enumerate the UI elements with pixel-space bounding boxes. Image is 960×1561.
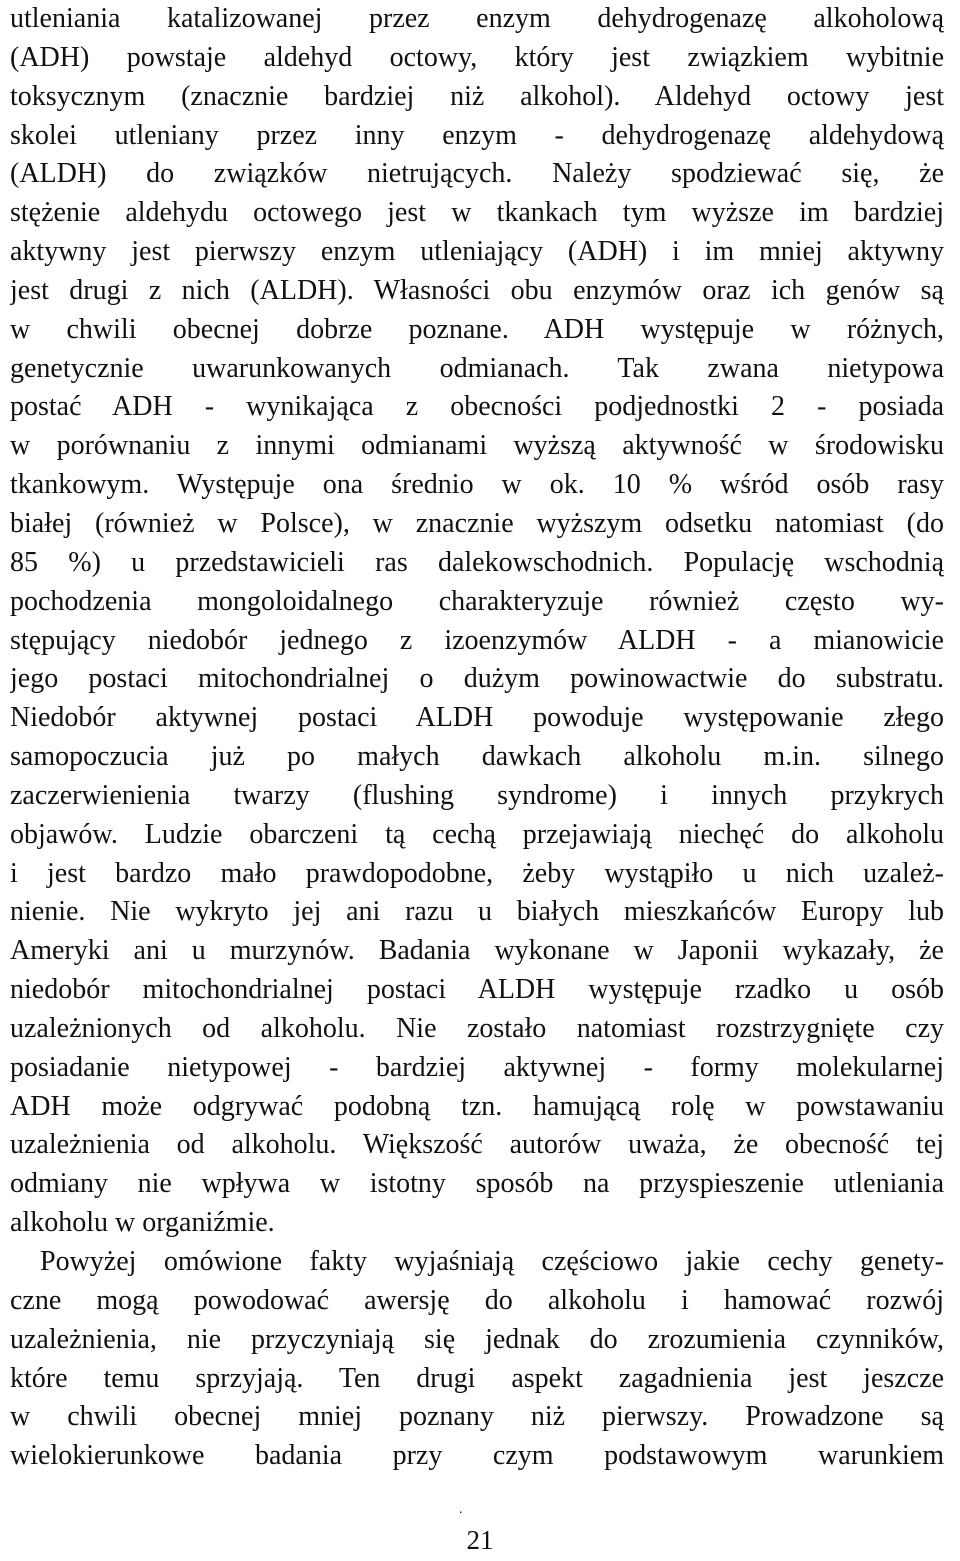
text-line-2: (ADH) powstaje aldehyd octowy, który jest związkiem wybitnie [10,41,944,73]
text-line-28: posiadanie nietypowej - bardziej aktywnej - formy molekularnej [10,1051,944,1083]
text-line-20: samopoczucia już po małych dawkach alkoholu m.in. silnego [10,741,944,773]
text-line-12: w porównaniu z innymi odmianami wyższą aktywność w środowisku [10,430,944,462]
text-line-27: uzależnionych od alkoholu. Nie zostało natomiast rozstrzygnięte czy [10,1012,944,1044]
text-line-30: uzależnienia od alkoholu. Większość autorów uważa, że obecność tej [10,1129,944,1161]
text-line-37: w chwili obecnej mniej poznany niż pierwszy. Prowadzone są [10,1401,944,1433]
text-line-21: zaczerwienienia twarzy (flushing syndrome) i innych przykrych [10,779,944,811]
text-line-25: Ameryki ani u murzynów. Badania wykonane w Japonii wykazały, że [10,935,944,967]
text-line-35: uzależnienia, nie przyczyniają się jednak do zrozumienia czynników, [10,1323,944,1355]
text-line-31: odmiany nie wpływa w istotny sposób na przyspieszenie utleniania [10,1168,944,1200]
text-line-10: genetycznie uwarunkowanych odmianach. Tak zwana nietypowa [10,352,944,384]
text-line-9: w chwili obecnej dobrze poznane. ADH występuje w różnych, [10,313,944,345]
page-number: 21 [466,1525,494,1555]
text-line-7: aktywny jest pierwszy enzym utleniający (ADH) i im mniej aktywny [10,236,944,268]
small-dot-mark: . [459,1502,463,1517]
text-line-34: czne mogą powodować awersję do alkoholu i hamować rozwój [10,1284,944,1316]
text-line-19: Niedobór aktywnej postaci ALDH powoduje występowanie złego [10,702,944,734]
text-line-22: objawów. Ludzie obarczeni tą cechą przejawiają niechęć do alkoholu [10,818,944,850]
text-line-29: ADH może odgrywać podobną tzn. hamującą rolę w powstawaniu [10,1090,944,1122]
text-line-11: postać ADH - wynikająca z obecności podjednostki 2 - posiada [10,391,944,423]
text-line-13: tkankowym. Występuje ona średnio w ok. 10 % wśród osób rasy [10,469,944,501]
text-line-38: wielokierunkowe badania przy czym podstawowym warunkiem [10,1440,944,1472]
text-line-17: stępujący niedobór jednego z izoenzymów ALDH - a mianowicie [10,624,944,656]
body-text [10,0,944,1476]
text-line-18: jego postaci mitochondrialnej o dużym powinowactwie do substratu. [10,663,944,695]
text-line-33: Powyżej omówione fakty wyjaśniają częściowo jakie cechy genety- [40,1246,944,1277]
text-line-14: białej (również w Polsce), w znacznie wyższym odsetku natomiast (do [10,507,944,539]
text-line-23: i jest bardzo mało prawdopodobne, żeby wystąpiło u nich uzależ- [10,857,944,889]
text-line-3: toksycznym (znacznie bardziej niż alkohol). Aldehyd octowy jest [10,80,944,112]
text-line-15: 85 %) u przedstawicieli ras dalekowschodnich. Populację wschodnią [10,546,944,578]
text-line-36: które temu sprzyjają. Ten drugi aspekt zagadnienia jest jeszcze [10,1362,944,1394]
text-line-16: pochodzenia mongoloidalnego charakteryzuje również często wy- [10,585,944,617]
text-line-4: skolei utleniany przez inny enzym - dehydrogenazę aldehydową [10,119,944,151]
text-line-32: alkoholu w organiźmie. [10,1207,275,1239]
text-line-26: niedobór mitochondrialnej postaci ALDH występuje rzadko u osób [10,974,944,1006]
text-line-1: utleniania katalizowanej przez enzym dehydrogenazę alkoholową [10,3,944,34]
text-line-6: stężenie aldehydu octowego jest w tkankach tym wyższe im bardziej [10,197,944,229]
text-line-24: nienie. Nie wykryto jej ani razu u białych mieszkańców Europy lub [10,896,944,928]
text-line-8: jest drugi z nich (ALDH). Własności obu enzymów oraz ich genów są [10,274,944,306]
text-line-5: (ALDH) do związków nietrujących. Należy spodziewać się, że [10,158,944,190]
